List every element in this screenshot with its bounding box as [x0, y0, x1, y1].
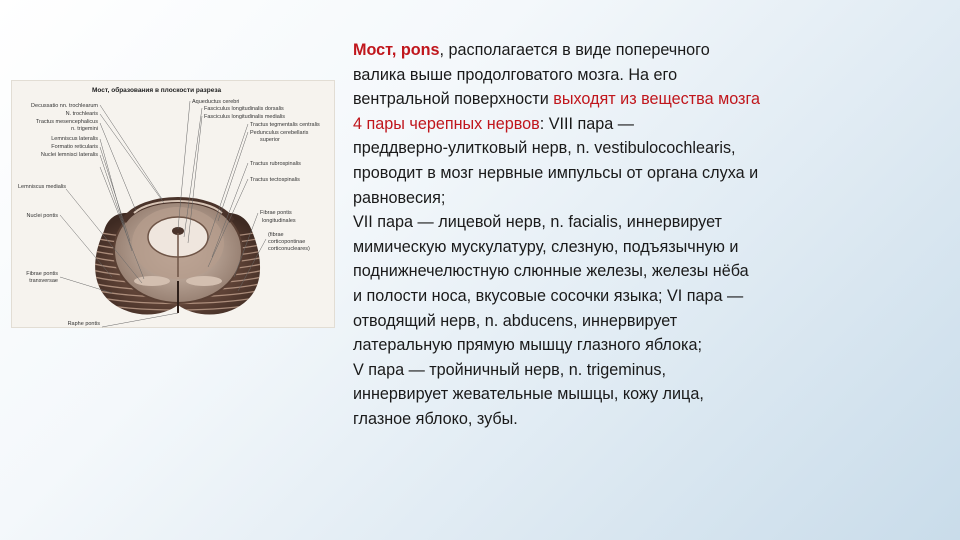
text-line: проводит в мозг нервные импульсы от органа слуха и — [353, 163, 759, 182]
label-fibrae: (fibrae — [268, 232, 284, 238]
pons-cross-section-figure — [11, 80, 335, 328]
text-line: V пара — тройничный нерв, n. trigeminus, — [353, 360, 666, 379]
text-line: VII пара — лицевой нерв, n. facialis, иннервирует — [353, 213, 722, 232]
label-corticonucleares: corticonucleares) — [268, 246, 310, 252]
label-superior: superior — [260, 137, 280, 143]
text-line: глазное яблоко, зубы. — [353, 409, 518, 428]
text-line: равновесия; — [353, 188, 446, 207]
slide-body-text — [353, 38, 923, 432]
text-span: : VIII пара — — [539, 114, 634, 133]
label-nuclei-pontis: Nuclei pontis — [26, 213, 58, 219]
text-line: мимическую мускулатуру, слезную, подъязычную и — [353, 237, 739, 256]
text-line — [353, 112, 923, 137]
label-raphe-pontis: Raphe pontis — [67, 321, 100, 327]
text-span: , располагается в виде поперечного — [439, 41, 710, 59]
label-tractus-rubrospinalis: Tractus rubrospinalis — [250, 161, 301, 167]
text-line: латеральную прямую мышцу глазного яблока; — [353, 336, 702, 355]
label-aqueductus-cerebri: Aqueductus cerebri — [192, 99, 240, 105]
label-fibrae-pontis: Fibrae pontis — [26, 271, 58, 277]
text-line — [353, 87, 923, 112]
text-line: отводящий нерв, n. abducens, иннервирует — [353, 311, 678, 330]
label-longitudinales: longitudinales — [262, 218, 296, 224]
text-line: валика выше продолговатого мозга. На его — [353, 65, 678, 84]
text-line: поднижнечелюстную слюнные железы, железы нёба — [353, 262, 749, 281]
text-line: и полости носа, вкусовые сосочки языка; VI пара — — [353, 286, 744, 305]
label-nuclei-lemnisci-lateralis: Nuclei lemnisci lateralis — [40, 152, 98, 158]
label-corticopontinae: corticopontinae — [268, 239, 306, 245]
term-pons: Мост, pons — [353, 41, 440, 59]
label-tractus-mesencephalicus: Tractus mesencephalicus — [35, 119, 98, 125]
text-line: иннервирует жевательные мышцы, кожу лица, — [353, 385, 704, 404]
label-decussatio-trochlearum: Decussatio nn. trochlearum — [31, 103, 98, 109]
label-lemniscus-medialis: Lemniscus medialis — [18, 184, 66, 190]
label-fibrae-pontis-right: Fibrae pontis — [260, 210, 292, 216]
text-span: вентральной поверхности — [353, 90, 554, 109]
label-fasciculus-medialis: Fasciculus longitudinalis medialis — [204, 114, 286, 120]
pons-illustration — [12, 81, 336, 329]
label-lemniscus-lateralis: Lemniscus lateralis — [51, 136, 98, 142]
figure-caption: Мост, образования в плоскости разреза — [92, 87, 222, 94]
label-n-trigemini: n. trigemini — [71, 126, 98, 132]
highlight-4-pairs: 4 пары черепных нервов — [353, 114, 540, 133]
label-tractus-tectospinalis: Tractus tectospinalis — [250, 177, 300, 183]
label-fasciculus-dorsalis: Fasciculus longitudinalis dorsalis — [204, 106, 284, 112]
label-transversae: transversae — [29, 278, 58, 284]
text-line: преддверно-улитковый нерв, n. vestibulocochlearis, — [353, 139, 736, 158]
label-pedunculus-cerebellaris: Pedunculus cerebellaris — [250, 130, 309, 136]
highlight-emerge: выходят из вещества мозга — [553, 90, 761, 109]
label-formatio-reticularis: Formatio reticularis — [51, 144, 98, 150]
label-n-trochlearis: N. trochlearis — [65, 111, 98, 117]
text-line — [353, 38, 923, 63]
label-tractus-tegmentalis: Tractus tegmentalis centralis — [250, 122, 320, 128]
